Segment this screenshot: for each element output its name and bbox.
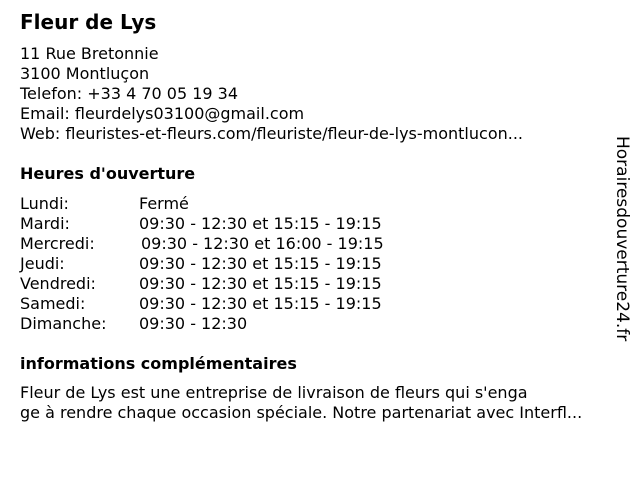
day-label: Samedi: bbox=[20, 294, 86, 313]
contact-info bbox=[20, 44, 523, 144]
day-label: Mardi: bbox=[20, 214, 70, 233]
info-description bbox=[20, 383, 620, 423]
site-watermark: Horairesdouverture24.fr bbox=[612, 136, 632, 342]
description-line: Fleur de Lys est une entreprise de livraison de fleurs qui s'enga bbox=[20, 383, 528, 402]
hours-row bbox=[20, 274, 440, 294]
time-value: 09:30 - 12:30 bbox=[139, 314, 248, 333]
day-label: Dimanche: bbox=[20, 314, 107, 333]
hours-row bbox=[20, 294, 440, 314]
time-value: Fermé bbox=[139, 194, 189, 213]
day-label: Jeudi: bbox=[20, 254, 65, 273]
time-value: 09:30 - 12:30 et 15:15 - 19:15 bbox=[139, 254, 382, 273]
address-city: 3100 Montluçon bbox=[20, 64, 150, 83]
address-street: 11 Rue Bretonnie bbox=[20, 44, 159, 63]
time-value: 09:30 - 12:30 et 15:15 - 19:15 bbox=[139, 214, 382, 233]
info-heading: informations complémentaires bbox=[20, 354, 297, 373]
hours-heading: Heures d'ouverture bbox=[20, 164, 196, 183]
time-value: 09:30 - 12:30 et 15:15 - 19:15 bbox=[139, 294, 382, 313]
phone-line: Telefon: +33 4 70 05 19 34 bbox=[20, 84, 239, 103]
hours-row bbox=[20, 234, 440, 254]
day-label: Vendredi: bbox=[20, 274, 96, 293]
time-value: 09:30 - 12:30 et 16:00 - 19:15 bbox=[141, 234, 384, 253]
web-line: Web: fleuristes-et-fleurs.com/fleuriste/fleur-de-lys-montlucon... bbox=[20, 124, 523, 143]
day-label: Mercredi: bbox=[20, 234, 95, 253]
business-name: Fleur de Lys bbox=[20, 10, 157, 34]
hours-row bbox=[20, 314, 440, 334]
email-line: Email: fleurdelys03100@gmail.com bbox=[20, 104, 305, 123]
hours-table bbox=[20, 194, 440, 334]
hours-row bbox=[20, 254, 440, 274]
description-line: ge à rendre chaque occasion spéciale. Notre partenariat avec Interfl... bbox=[20, 403, 583, 422]
hours-row bbox=[20, 214, 440, 234]
hours-row bbox=[20, 194, 440, 214]
time-value: 09:30 - 12:30 et 15:15 - 19:15 bbox=[139, 274, 382, 293]
day-label: Lundi: bbox=[20, 194, 69, 213]
